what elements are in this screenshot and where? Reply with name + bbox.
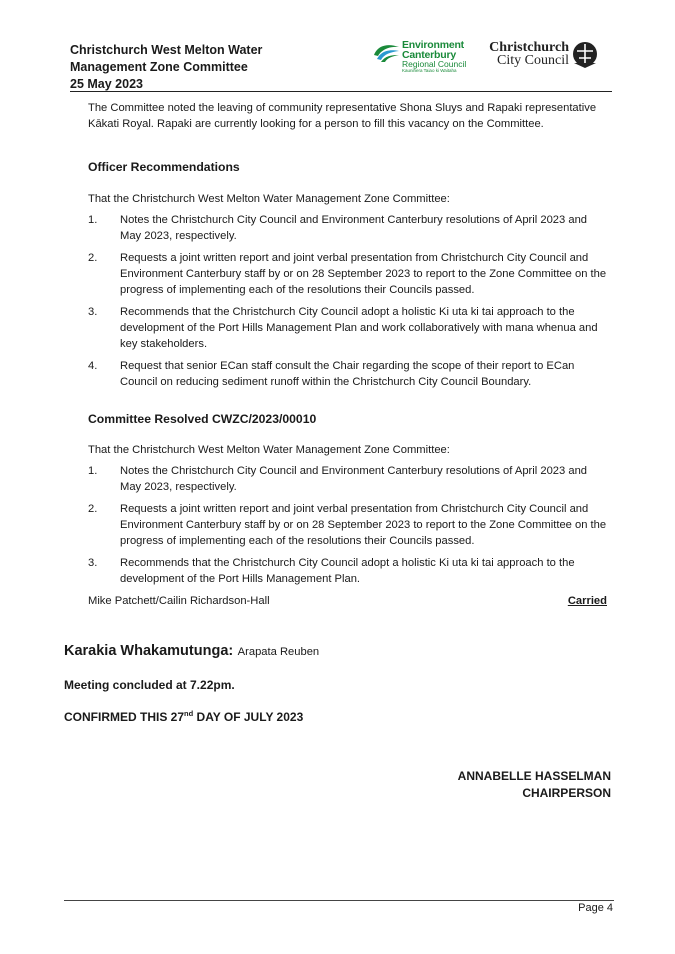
officer-lead-text: That the Christchurch West Melton Water Management Zone Committee: [88, 193, 450, 205]
confirmed-line [64, 710, 303, 724]
ecan-subtitle: Regional Council [402, 59, 467, 69]
resolved-item-text: Recommends that the Christchurch City Council adopt a holistic Ki uta ki tai approach to the development of the Port Hills Management Plan. [120, 557, 575, 585]
carried-label: Carried [567, 595, 607, 607]
page-number: Page 4 [578, 902, 613, 914]
ecan-swirl-icon [372, 41, 402, 63]
movers-line: Mike Patchett/Cailin Richardson-Hall [88, 595, 270, 607]
confirmed-rest: DAY OF JULY 2023 [193, 710, 304, 724]
resolved-item-number: 3. [88, 557, 98, 569]
ccc-name [481, 41, 569, 67]
ecan-tagline: Kaunihera Taiao ki Waitaha [402, 68, 457, 73]
officer-recommendations-heading: Officer Recommendations [88, 160, 240, 174]
chairperson-name: ANNABELLE HASSELMAN [457, 769, 611, 783]
committee-name-line1: Christchurch West Melton Water [70, 43, 263, 57]
resolved-item-text: Notes the Christchurch City Council and Environment Canterbury resolutions of April 2023 and May 2023, respectively. [120, 465, 588, 493]
karakia-name: Arapata Reuben [237, 646, 320, 658]
resolved-item-number: 1. [88, 465, 98, 477]
committee-resolved-heading: Committee Resolved CWZC/2023/00010 [88, 412, 317, 426]
meeting-date: 25 May 2023 [70, 77, 143, 91]
signature-block [458, 768, 611, 802]
ccc-name-line2: City Council [497, 53, 569, 68]
chairperson-role: CHAIRPERSON [522, 786, 611, 800]
officer-item-number: 4. [88, 360, 98, 372]
ccc-name-line1: Christchurch [489, 40, 569, 55]
environment-canterbury-logo [372, 41, 474, 75]
header-divider [70, 91, 612, 92]
footer-divider [64, 900, 614, 901]
ecan-name-line1: Environment [402, 39, 464, 51]
meeting-concluded: Meeting concluded at 7.22pm. [64, 678, 235, 692]
karakia-label: Karakia Whakamutunga: [64, 643, 234, 659]
officer-item-number: 2. [88, 252, 98, 264]
officer-item-text: Notes the Christchurch City Council and Environment Canterbury resolutions of April 2023 and May 2023, respectively. [120, 214, 588, 242]
ecan-name-line2: Canterbury [402, 48, 457, 61]
confirmed-ordinal: nd [184, 709, 194, 718]
karakia-line [64, 642, 319, 660]
committee-name-line2: Management Zone Committee [70, 60, 248, 74]
officer-item-number: 3. [88, 306, 98, 318]
document-header [70, 42, 262, 93]
intro-paragraph: The Committee noted the leaving of community representative Shona Sluys and Rapaki representative Kākati Royal. Rapaki are currently looking for a person to fill this vacancy on the Committee. [88, 102, 597, 130]
officer-item-text: Request that senior ECan staff consult the Chair regarding the scope of their report to ECan Council on reducing sediment runoff within the Christchurch City Council Boundary. [120, 360, 575, 388]
christchurch-city-council-logo [481, 41, 599, 71]
ecan-name [402, 41, 464, 60]
ccc-emblem-icon [571, 41, 599, 69]
resolved-lead-text: That the Christchurch West Melton Water Management Zone Committee: [88, 444, 450, 456]
officer-item-text: Requests a joint written report and joint verbal presentation from Christchurch City Council and Environment Canterbury staff by or on 28 September 2023 to report to the Zone Committee on the progress of implementing each of the resolutions their Councils passed. [120, 252, 607, 296]
officer-item-number: 1. [88, 214, 98, 226]
confirmed-prefix: CONFIRMED THIS 27 [64, 710, 185, 724]
resolved-item-number: 2. [88, 503, 98, 515]
officer-item-text: Recommends that the Christchurch City Council adopt a holistic Ki uta ki tai approach to the development of the Port Hills Management Plan and work collaboratively with mana whenua and key stakeholders. [120, 306, 598, 350]
resolved-item-text: Requests a joint written report and joint verbal presentation from Christchurch City Council and Environment Canterbury staff by or on 28 September 2023 to report to the Zone Committee on the progress of implementing each of the resolutions their Councils passed. [120, 503, 607, 547]
